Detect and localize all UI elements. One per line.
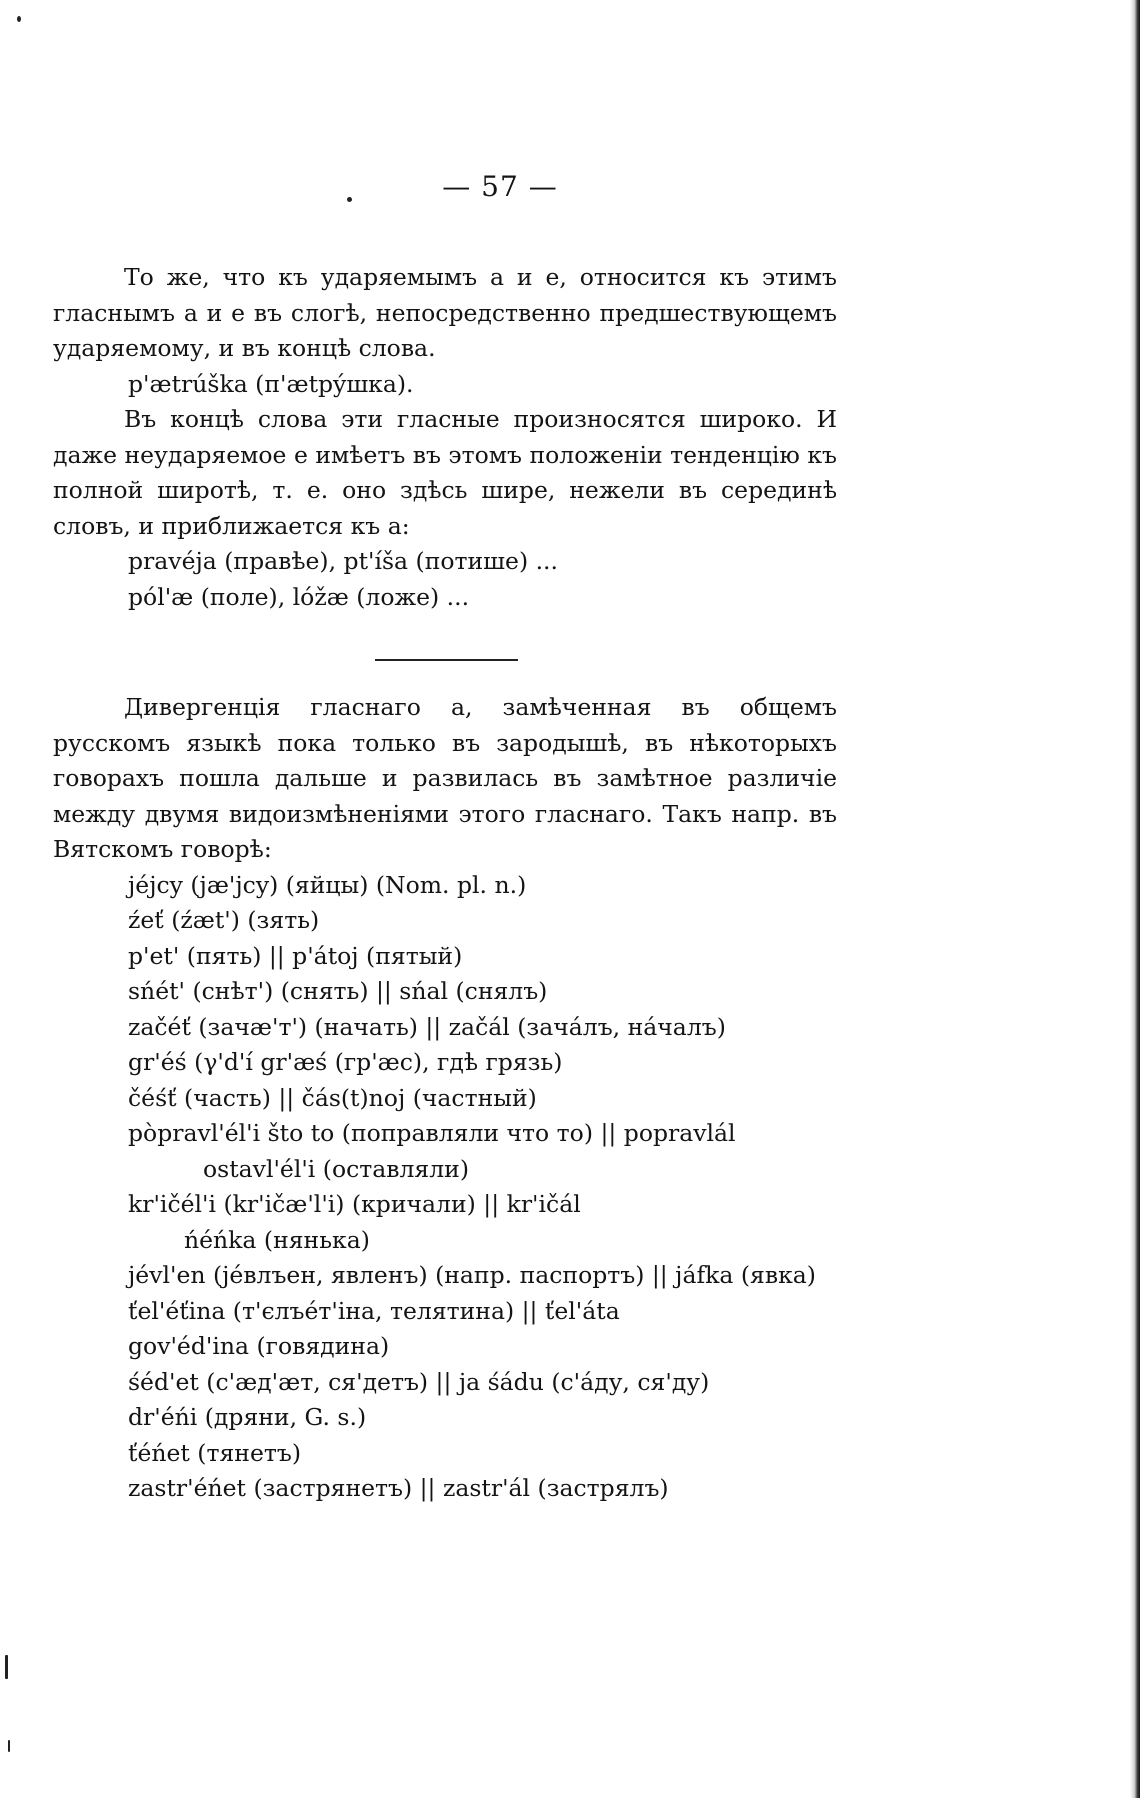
example-line: začéť (зачæ'т') (начать) || začál (зачáлъ, нáчалъ) — [128, 1012, 726, 1041]
paragraph-3: Дивергенція гласнаго a, замѣченная въ общемъ русскомъ языкѣ пока только въ зародышѣ, въ нѣкоторыхъ говорахъ пошла дальше и развилась въ замѣтное различіе между двумя видоизмѣненіями этого гласнаго. Такъ напр. въ Вятскомъ говорѣ: — [53, 693, 837, 863]
page-number: — 57 — — [442, 170, 558, 203]
example-line: pravéja (правѣe), pt'íša (потише) ... — [128, 547, 558, 575]
example-line: jéjcy (jæ'jcy) (яйцы) (Nom. pl. n.) — [128, 870, 527, 899]
example-line: p'et' (пять) || p'átoj (пятый) — [128, 941, 463, 970]
example-line: ťéńet (тянетъ) — [128, 1438, 301, 1467]
example-line: pól'æ (поле), lóžæ (ложе) ... — [128, 582, 470, 611]
scan-speck — [17, 16, 21, 22]
example-line: ostavl'él'i (оставляли) — [203, 1154, 470, 1183]
example-line: ťel'éťina (т'єлъéт'іна, телятина) || ťel'áta — [128, 1296, 620, 1325]
section-divider — [375, 659, 518, 661]
example-line: sńét' (снѣт') (снять) || sńal (снялъ) — [128, 977, 548, 1005]
example-line: gov'éd'ina (говядина) — [128, 1332, 390, 1360]
example-line: p'ætrúška (п'ætрýшка). — [128, 369, 414, 398]
example-line: čéśť (часть) || čás(t)noj (частный) — [128, 1083, 537, 1112]
paragraph-1: То же, что къ ударяемымъ a и e, относится къ этимъ гласнымъ a и e въ слогѣ, непосредственно предшествующемъ ударяемому, и въ концѣ слова. — [53, 263, 837, 362]
example-line: pòpravl'él'i što to (поправляли что то) || popravlál — [128, 1119, 736, 1147]
page-edge-shadow — [1130, 0, 1140, 1798]
paragraph-2: Въ концѣ слова эти гласные произносятся широко. И даже неударяемое e имѣетъ въ этомъ положеніи тенденцію къ полной широтѣ, т. е. оно здѣсь шире, нежели въ серединѣ словъ, и приближается къ a: — [53, 405, 837, 540]
example-line: dr'éńi (дряни, G. s.) — [128, 1403, 367, 1431]
section-1 — [53, 260, 837, 615]
scan-speck — [8, 1740, 10, 1752]
example-line: zastr'éńet (застрянетъ) || zastr'ál (застрялъ) — [128, 1474, 669, 1502]
section-2 — [53, 690, 837, 1507]
example-line: kr'ičél'i (kr'ičæ'l'i) (кричали) || kr'ičál — [128, 1190, 581, 1218]
example-line: ńéńka (нянька) — [184, 1225, 370, 1254]
example-line: śéd'et (с'æд'æт, ся'детъ) || ja śádu (с'áду, ся'ду) — [128, 1367, 710, 1396]
scan-speck — [5, 1655, 8, 1679]
example-line: jévl'en (jéвлъен, явленъ) (напр. паспортъ) || jáfka (явка) — [128, 1261, 816, 1289]
example-line: źeť (źæt') (зять) — [128, 906, 320, 934]
example-line: gr'éś (γ'd'í gr'æś (гр'æс), гдѣ грязь) — [128, 1048, 563, 1076]
